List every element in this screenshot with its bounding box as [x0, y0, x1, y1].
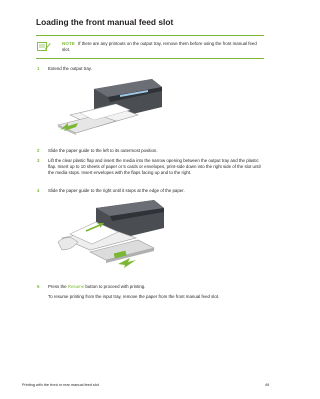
step-5	[37, 284, 262, 290]
step-text-before: Press the	[48, 284, 67, 289]
note-label: NOTE	[62, 41, 75, 46]
printer-extended-tray-illustration	[56, 75, 166, 141]
note-top-rule	[36, 35, 264, 36]
step-number: 5	[37, 284, 40, 289]
step-text: Slide the paper guide to the right until it stops at the edge of the paper.	[48, 188, 185, 193]
step-number: 3	[37, 158, 40, 163]
step-text-after: button to proceed with printing.	[85, 284, 146, 289]
step-3	[37, 158, 262, 176]
note-text: If there are any printouts on the output tray, remove them before using the front manual feed slot.	[62, 41, 257, 53]
note-bottom-rule	[36, 58, 264, 59]
step-text: Lift the clear plastic flap and insert the media into the narrow opening between the output tray and the plastic flap. Insert up to 10 sheets of paper or 5 cards or envelopes, print-side down into the right side of the slot until the media stops. Insert envelopes with the flaps facing up and to the right.	[48, 158, 261, 175]
note-block	[62, 41, 262, 53]
step-1	[37, 66, 262, 72]
step-text: Extend the output tray.	[48, 66, 92, 71]
step-number: 4	[37, 188, 40, 193]
page-number: 49	[265, 383, 270, 387]
step-text: Slide the paper guide to the left to its outermost position.	[48, 148, 158, 153]
resume-button-label: Resume	[67, 284, 85, 289]
step-number: 1	[37, 66, 40, 71]
note-icon	[37, 41, 51, 52]
footer-section-title: Printing with the front or rear manual feed slot	[22, 383, 99, 387]
section-title: Loading the front manual feed slot	[36, 17, 174, 27]
step-2	[37, 148, 262, 154]
front-slot-loading-illustration	[56, 198, 166, 276]
step-5-followup: To resume printing from the input tray, remove the paper from the front manual feed slot.	[48, 294, 220, 299]
step-number: 2	[37, 148, 40, 153]
step-4	[37, 188, 262, 194]
